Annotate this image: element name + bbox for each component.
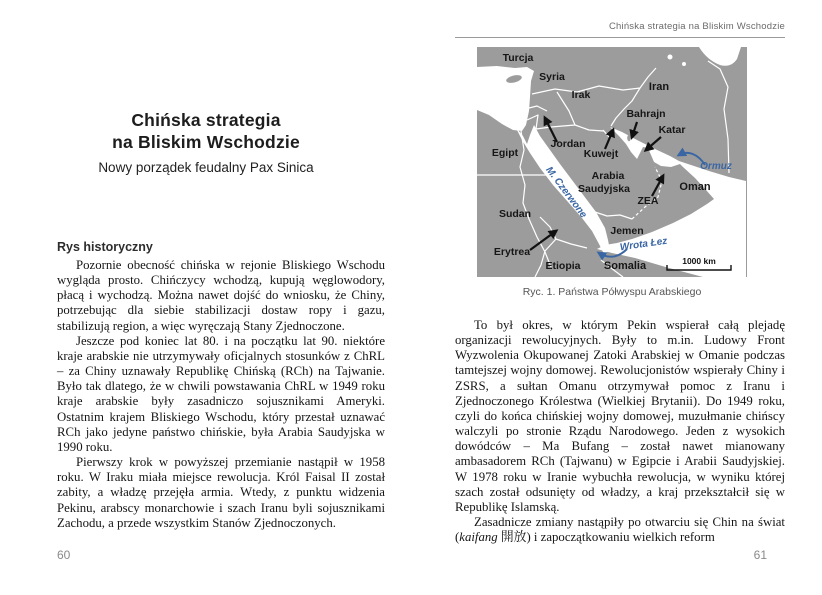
paragraph: Pozornie obecność chińska w rejonie Bliskiego Wschodu wygląda prosto. Chińczycy wchodzą, kupują węglowodory, płacą i wychodzą. Można nawet dojść do wniosku, że Chiny, potrzebując dla siebie stabilizacji dostaw ropy i gazu, stabilizują region, a więc wyręczają Stany Zjednoczone. — [57, 258, 385, 333]
map-label-syria: Syria — [539, 71, 565, 83]
map-label-etiopia: Etiopia — [545, 260, 581, 272]
map-island-bahrain — [627, 135, 631, 141]
map-label-iran: Iran — [648, 81, 670, 93]
paragraph-segment: ) i zapoczątkowaniu wielkich reform — [526, 530, 715, 545]
map-scale-label-1000-km: 1000 km — [682, 256, 716, 266]
map-label-oman: Oman — [679, 181, 711, 193]
running-header: Chińska strategia na Bliskim Wschodzie — [608, 21, 785, 32]
map-figure — [477, 47, 747, 298]
map-label-irak: Irak — [571, 89, 591, 101]
page-number-right: 61 — [753, 548, 767, 562]
map-label-saudyjska: Saudyjska — [578, 183, 630, 195]
figure-caption: Ryc. 1. Państwa Półwyspu Arabskiego — [522, 286, 702, 298]
paragraph: To był okres, w którym Pekin wspierał całą plejadę organizacji rewolucyjnych. Były to m.in. Ludowy Front Wyzwolenia Okupowanej Zatoki Arabskiej w Omanie podczas tamtejszej wojny domowej. Rewolucjonistów wspierały Chiny i ZSRS, a sułtan Omanu otrzymywał pomoc z Iranu i Zjednoczonego Królestwa (Wielkiej Brytanii). Do 1949 roku, czyli do końca chińskiej wojny domowej, muzułmanie chińscy walczyli po stronie Rządu Narodowego. Jeden z wysokich dowódców – Ma Bufang – został nawet mianowany ambasadorem RCh (Tajwanu) w Egipcie i Arabii Saudyjskiej. W 1978 roku w Iranie wybuchła rewolucja, w wyniku której szach został odsunięty od władzy, a kraj przekształcił się w Republikę Islamską. — [455, 318, 785, 514]
body-text-left — [57, 258, 385, 531]
map-water-label-ormuz: Ormuz — [700, 161, 732, 172]
map-label-erytrea: Erytrea — [493, 246, 531, 258]
paragraph: Pierwszy krok w powyższej przemianie nastąpił w 1958 roku. W Iraku miała miejsce rewolucja. Król Faisal II został zabity, a władzę przejęła armia. Wtedy, z punktu widzenia Pekinu, arabscy monarchowie i szach Iranu byli sojusznikami Zachodu, a przede wszystkim Stanów Zjednoczonych. — [57, 455, 385, 530]
chapter-title-line2: na Bliskim Wschodzie — [112, 131, 300, 152]
chapter-title-line1: Chińska strategia — [131, 110, 281, 130]
header-rule — [455, 37, 785, 38]
map-label-bahrajn: Bahrajn — [626, 108, 666, 120]
map-label-arabia: Arabia — [591, 170, 625, 182]
map-label-zea: ZEA — [637, 195, 659, 207]
map-label-turcja: Turcja — [502, 52, 534, 64]
kaifang-cjk: 開放 — [497, 530, 527, 545]
map-label-jemen: Jemen — [610, 225, 644, 237]
page-right — [455, 0, 785, 595]
section-heading: Rys historyczny — [57, 240, 153, 254]
kaifang-italic: kaifang — [459, 530, 498, 545]
chapter-subtitle: Nowy porządek feudalny Pax Sinica — [98, 160, 314, 175]
map-label-katar: Katar — [658, 124, 686, 136]
page-left — [57, 0, 385, 595]
paragraph — [455, 515, 785, 545]
paragraph-segment: Zasadnicze zmiany nastąpiły po otwarciu się Chin na świat ( — [455, 515, 785, 545]
body-text-right — [455, 318, 785, 545]
map-label-kuwejt: Kuwejt — [583, 148, 619, 160]
map-water-label-m-czerwone: M. Czerwone — [543, 164, 589, 221]
chapter-title-block — [40, 110, 372, 175]
page-number-left: 60 — [57, 548, 71, 562]
map-label-sudan: Sudan — [498, 208, 532, 220]
map-label-jordan: Jordan — [550, 138, 586, 150]
map-label-egipt: Egipt — [491, 147, 519, 159]
arabian-peninsula-map — [477, 47, 747, 277]
paragraph: Jeszcze pod koniec lat 80. i na początku lat 90. niektóre kraje arabskie nie utrzymywały oficjalnych stosunków z ChRL – za Chiny uznawały Republikę Chińską (RCh) na Tajwanie. Było tak dlatego, że w chwili powstawania ChRL w 1949 roku kraje arabskie były zasadniczo sojusznikami Ameryki. Ostatnim krajem Bliskiego Wschodu, który przestał uznawać RCh jako jedyne państwo chińskie, była Arabia Saudyjska w 1990 roku. — [57, 333, 385, 454]
map-water-label-wrota-ez: Wrota Łez — [619, 235, 668, 254]
map-label-somalia: Somalia — [603, 260, 647, 272]
